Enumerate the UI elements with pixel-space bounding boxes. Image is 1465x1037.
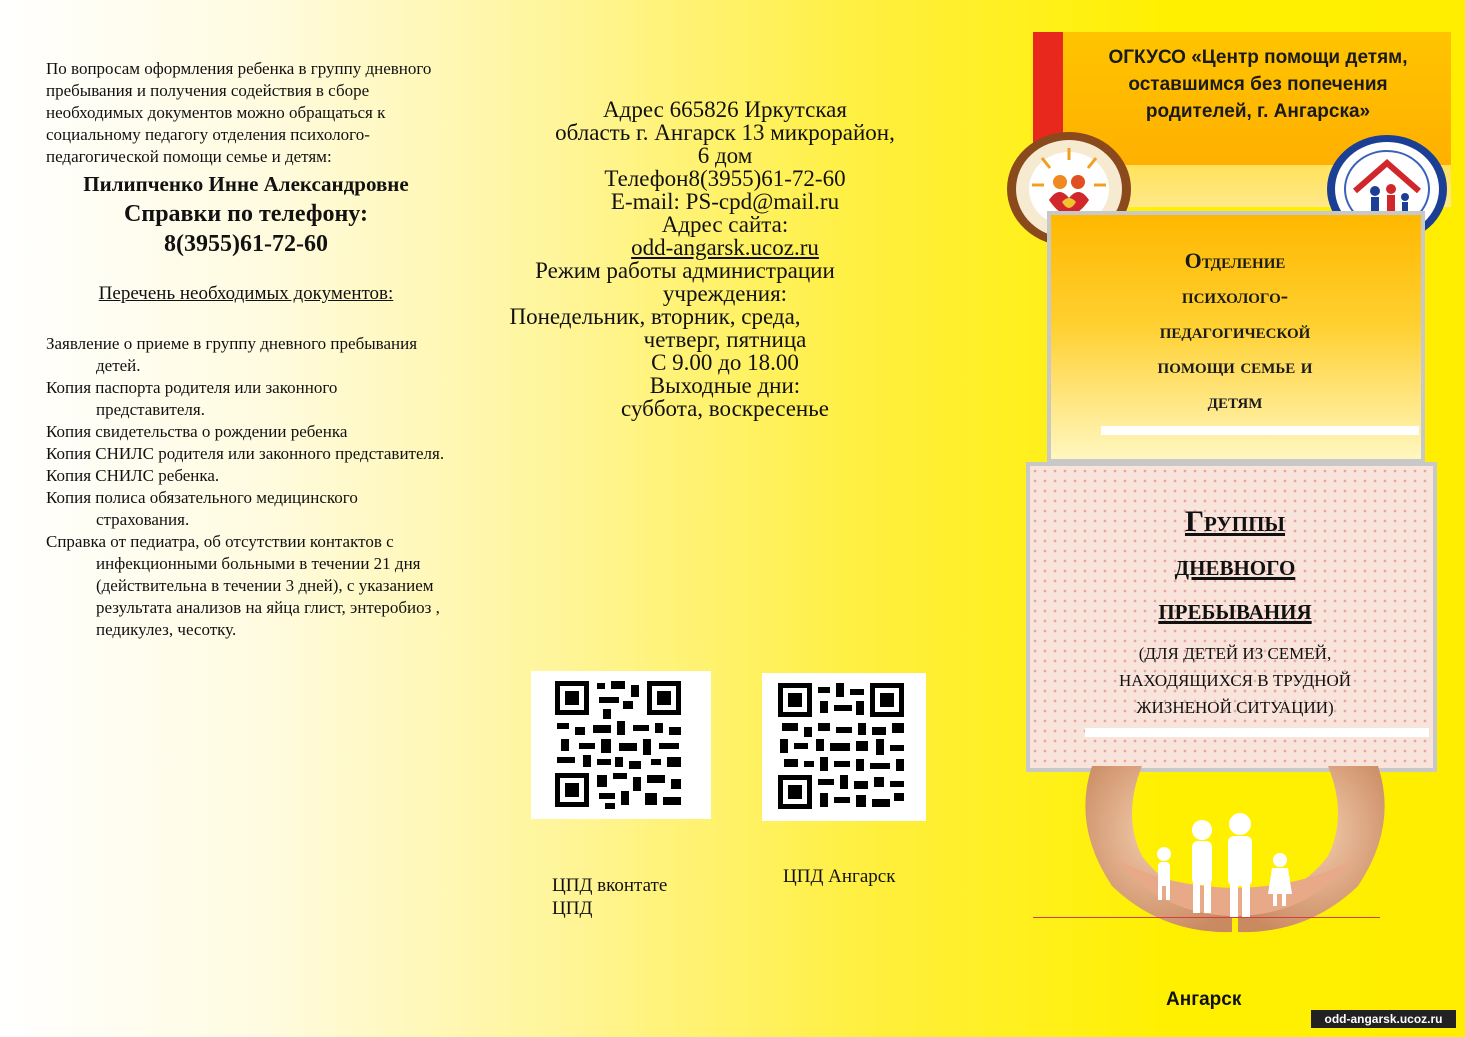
email-line[interactable]: E-mail: PS-cpd@mail.ru: [610, 189, 840, 214]
list-item: Копия СНИЛС ребенка.: [46, 466, 220, 485]
weekend-label: Выходные дни:: [649, 373, 801, 398]
address-line: Адрес 665826 Иркутская: [603, 97, 847, 122]
work-days: Понедельник, вторник, среда,: [509, 304, 801, 329]
list-item: Копия паспорта родителя или законного представителя.: [46, 378, 338, 419]
work-hours: С 9.00 до 18.00: [651, 350, 799, 375]
watermark: odd-angarsk.ucoz.ru: [1311, 1010, 1456, 1028]
weekend-days: суббота, воскресенье: [621, 396, 829, 421]
list-item: Копия СНИЛС родителя или законного представителя.: [46, 444, 445, 463]
department-line: психолого-: [1181, 283, 1289, 308]
department-line: педагогической: [1159, 318, 1311, 343]
list-item: Копия полиса обязательного медицинского страхования.: [46, 488, 358, 529]
list-item: Справка от педиатра, об отсутствии контактов с инфекционными больными в течении 21 дня (действительна в течении 3 дней), с указанием результата анализов на яйца глист, энтеробиоз , педикулез, чесотку.: [46, 532, 440, 639]
department-line: детям: [1207, 388, 1263, 413]
left-column: [46, 58, 446, 641]
group-title-line: Группы: [1184, 505, 1286, 538]
qr-caption-vk: [552, 874, 667, 920]
work-days: четверг, пятница: [643, 327, 807, 352]
contact-info: [500, 98, 950, 420]
phone-number: 8(3955)61-72-60: [164, 231, 328, 257]
site-label: Адрес сайта:: [661, 212, 789, 237]
caption-line: ЦПД: [552, 898, 593, 919]
divider: [1085, 728, 1429, 737]
group-title-line: дневного: [1174, 549, 1296, 582]
group-title-line: пребывания: [1158, 593, 1312, 626]
hours-title: Режим работы администрации: [535, 258, 835, 283]
list-item: Заявление о приеме в группу дневного пребывания детей.: [46, 334, 418, 375]
divider: [1101, 426, 1419, 435]
phone-heading: Справки по телефону:: [124, 201, 368, 227]
department-title: [1060, 243, 1410, 418]
caption-line: ЦПД вконтате: [552, 875, 668, 896]
department-line: Отделение: [1184, 248, 1286, 273]
qr-code-vk[interactable]: [531, 671, 711, 819]
qr-code-angarsk[interactable]: [762, 673, 926, 821]
documents-list: [46, 333, 446, 641]
city-name: Ангарск: [1166, 989, 1242, 1010]
site-link[interactable]: odd-angarsk.ucoz.ru: [631, 235, 819, 260]
org-name: ОГКУСО «Центр помощи детям, оставшимся без попечения родителей, г. Ангарска»: [1108, 47, 1408, 122]
divider-line: [1033, 917, 1380, 918]
qr-caption-angarsk: ЦПД Ангарск: [783, 866, 896, 887]
documents-title: Перечень необходимых документов:: [98, 283, 394, 304]
list-item: Копия свидетельства о рождении ребенка: [46, 422, 348, 441]
intro-text: По вопросам оформления ребенка в группу дневного пребывания и получения содействия в сборе необходимых документов можно обращаться к социальному педагогу отделения психолого-педагогической помощи семье и детям:: [46, 59, 432, 166]
address-line: область г. Ангарск 13 микрорайон,: [555, 120, 895, 145]
hours-title: учреждения:: [662, 281, 788, 306]
group-title: [1060, 500, 1410, 632]
address-line: 6 дом: [697, 143, 753, 168]
contact-name: Пилипченко Инне Александровне: [83, 172, 409, 196]
group-subtitle: (ДЛЯ ДЕТЕЙ ИЗ СЕМЕЙ, НАХОДЯЩИХСЯ В ТРУДНОЙ ЖИЗНЕНОЙ СИТУАЦИИ): [1118, 644, 1352, 717]
phone-line: Телефон8(3955)61-72-60: [604, 166, 846, 191]
department-line: помощи семье и: [1157, 353, 1313, 378]
